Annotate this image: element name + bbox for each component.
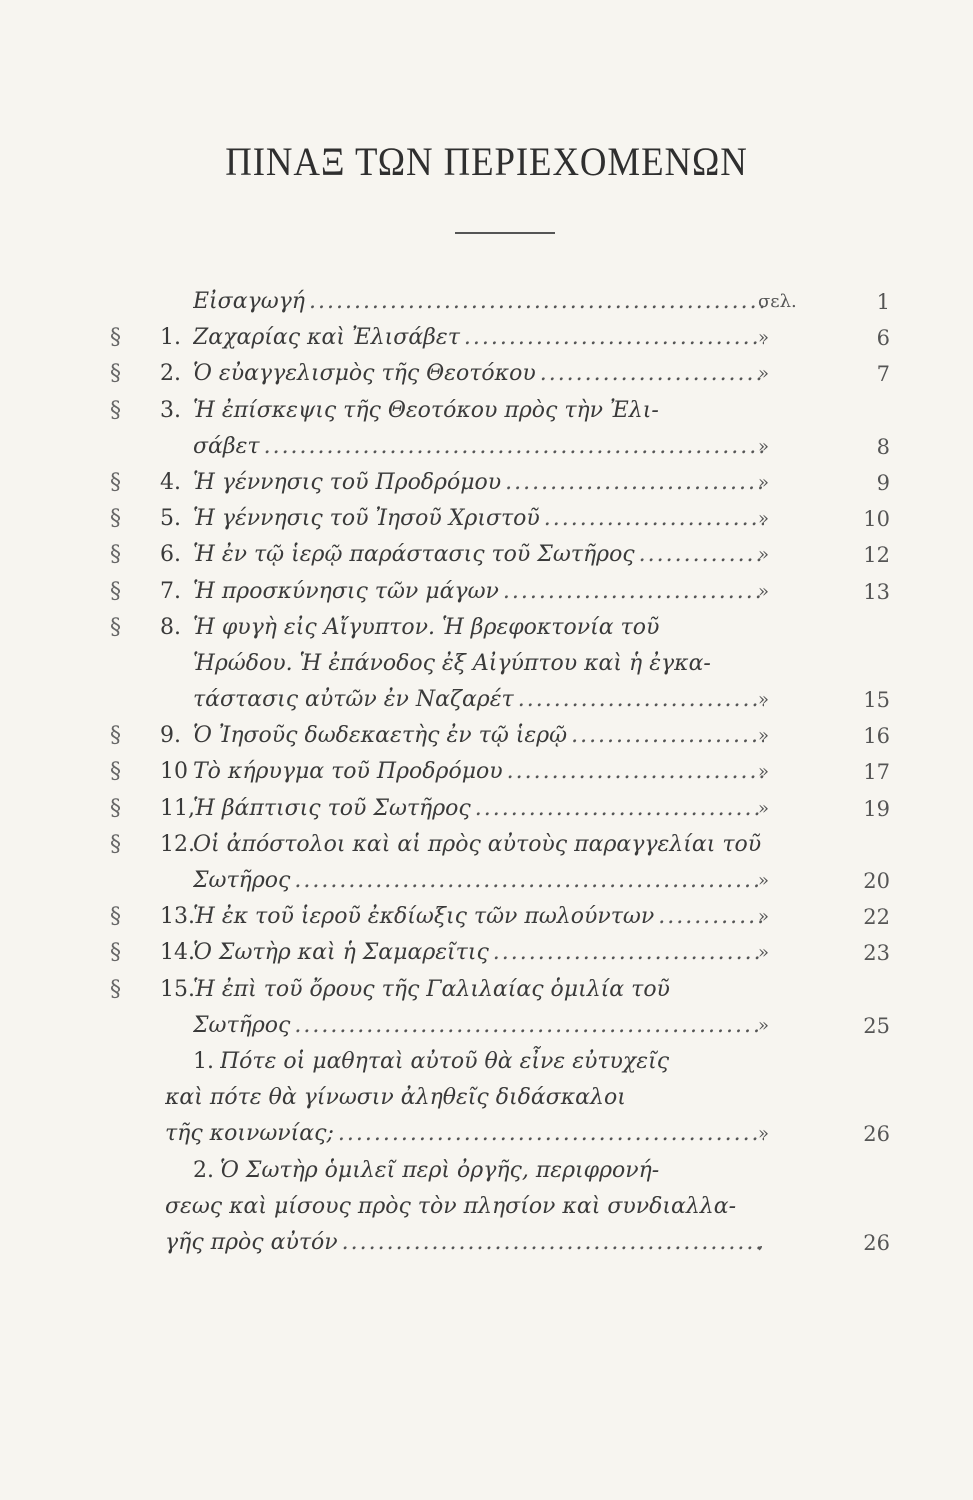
entry-number: 2.	[160, 361, 181, 387]
dot-leader	[464, 320, 764, 356]
toc-entry-line	[110, 465, 890, 501]
section-symbol: §	[110, 325, 121, 351]
page-number: 26	[863, 1230, 890, 1255]
toc-entry-line	[110, 646, 890, 682]
toc-entry-line	[110, 610, 890, 646]
ditto-mark: »	[758, 327, 770, 349]
section-symbol: §	[110, 542, 121, 568]
entry-number: 2.	[193, 1157, 214, 1183]
toc-entry-line	[110, 501, 890, 537]
entry-title: Ἡ ἐπὶ τοῦ ὄρους τῆς Γαλιλαίας ὁμιλία τοῦ	[193, 976, 670, 1002]
page-number: 6	[876, 326, 890, 351]
entry-title: Ἡ γέννησις τοῦ Ἰησοῦ Χριστοῦ	[193, 506, 540, 532]
page-number: 10	[863, 507, 890, 532]
entry-title: σάβετ	[193, 433, 260, 459]
entry-number: 1.	[160, 325, 181, 351]
entry-number: 8.	[160, 614, 181, 640]
entry-title: Ἡ ἐκ τοῦ ἱεροῦ ἐκδίωξις τῶν πωλούντων	[193, 904, 655, 930]
section-symbol: §	[110, 795, 121, 821]
page-number: 7	[876, 362, 890, 387]
toc-entry-line	[110, 574, 890, 610]
entry-number: 14.	[160, 940, 195, 966]
section-symbol: §	[110, 397, 121, 423]
entry-number: 15.	[160, 976, 195, 1002]
page-number: 13	[863, 579, 890, 604]
page-number: 19	[863, 796, 890, 821]
section-symbol: §	[110, 469, 121, 495]
dot-leader	[503, 574, 764, 610]
ditto-mark: »	[758, 906, 770, 928]
table-of-contents	[110, 284, 890, 1261]
entry-title: Ὁ εὐαγγελισμὸς τῆς Θεοτόκου	[193, 361, 536, 387]
section-symbol: §	[110, 904, 121, 930]
entry-number: 7.	[160, 578, 181, 604]
ditto-mark: »	[758, 471, 770, 493]
ditto-mark: »	[758, 435, 770, 457]
page-number: 15	[863, 688, 890, 713]
entry-title: Σωτῆρος	[193, 1012, 291, 1038]
entry-title: Οἱ ἀπόστολοι καὶ αἱ πρὸς αὐτοὺς παραγγελίαι τοῦ	[193, 831, 762, 857]
dot-leader	[264, 429, 764, 465]
ditto-mark: »	[758, 580, 770, 602]
entry-title: Ἡ προσκύνησις τῶν μάγων	[193, 578, 499, 604]
entry-number: 11,	[160, 795, 195, 821]
entry-number: 10	[160, 759, 188, 785]
entry-title: Ἡ γέννησις τοῦ Προδρόμου	[193, 469, 502, 495]
section-symbol: §	[110, 976, 121, 1002]
toc-entry-line	[110, 791, 890, 827]
toc-entry-line	[110, 429, 890, 465]
entry-title: τάστασις αὐτῶν ἐν Ναζαρέτ	[193, 687, 514, 713]
entry-title: Πότε οἱ μαθηταὶ αὐτοῦ θὰ εἶνε εὐτυχεῖς	[220, 1048, 670, 1074]
dot-leader	[507, 754, 764, 790]
entry-title: Ἡρώδου. Ἡ ἐπάνοδος ἐξ Αἰγύπτου καὶ ἡ ἐγκα-	[193, 650, 711, 676]
title-divider	[455, 232, 555, 234]
dot-leader	[342, 1225, 764, 1261]
entry-title: Σωτῆρος	[193, 868, 291, 893]
dot-leader	[639, 537, 764, 573]
entry-title: Ἡ φυγὴ εἰς Αἴγυπτον. Ἡ βρεφοκτονία τοῦ	[193, 614, 660, 640]
dot-leader	[294, 863, 764, 899]
entry-title: Ὁ Ἰησοῦς δωδεκαετὴς ἐν τῷ ἱερῷ	[193, 723, 568, 749]
entry-number: 5.	[160, 506, 181, 532]
toc-entry-line	[110, 1008, 890, 1044]
section-symbol: §	[110, 506, 121, 532]
toc-entry-line	[110, 899, 890, 935]
entry-title: γῆς πρὸς αὐτόν	[165, 1229, 338, 1255]
entry-title: τῆς κοινωνίας;	[165, 1121, 334, 1147]
entry-title: σεως καὶ μίσους πρὸς τὸν πλησίον καὶ συνδιαλλα-	[165, 1193, 737, 1219]
entry-title: Εἰσαγωγή	[193, 289, 305, 314]
entry-title: Ἡ ἐπίσκεψις τῆς Θεοτόκου πρὸς τὴν Ἐλι-	[193, 397, 659, 423]
page-number: 1	[876, 290, 890, 314]
page-title: ΠΙΝΑΞ ΤΩΝ ΠΕΡΙΕΧΟΜΕΝΩΝ	[225, 139, 748, 184]
entry-title: Ὁ Σωτὴρ ὁμιλεῖ περὶ ὀργῆς, περιφρονή-	[220, 1157, 660, 1183]
dot-leader	[294, 1008, 764, 1044]
ditto-mark: »	[758, 689, 770, 711]
toc-entry-line	[110, 972, 890, 1008]
dot-leader	[540, 356, 764, 392]
toc-entry-line	[110, 863, 890, 899]
entry-number: 3.	[160, 397, 181, 423]
toc-entry-line	[110, 935, 890, 971]
entry-number: 13.	[160, 904, 195, 930]
ditto-mark: »	[758, 1014, 770, 1036]
toc-entry-line	[110, 320, 890, 356]
page-number: 25	[863, 1013, 890, 1038]
toc-entry-line	[110, 1044, 890, 1080]
entry-number: 1.	[193, 1048, 214, 1074]
dot-leader	[475, 791, 764, 827]
section-symbol: §	[110, 831, 121, 857]
section-symbol: §	[110, 723, 121, 749]
ditto-mark: »	[758, 544, 770, 566]
toc-entry-line	[110, 827, 890, 863]
page-number: 17	[863, 760, 890, 785]
dot-leader	[309, 284, 764, 320]
ditto-mark: »	[758, 942, 770, 964]
ditto-mark: σελ.	[758, 291, 797, 312]
entry-number: 6.	[160, 542, 181, 568]
toc-entry-line	[110, 1153, 890, 1189]
dot-leader	[571, 718, 764, 754]
dot-leader	[505, 465, 764, 501]
toc-entry-line	[110, 1116, 890, 1152]
ditto-mark: »	[758, 1123, 770, 1145]
toc-entry-line	[110, 393, 890, 429]
ditto-mark: »	[758, 761, 770, 783]
toc-entry-line	[110, 356, 890, 392]
entry-title: Ἡ ἐν τῷ ἱερῷ παράστασις τοῦ Σωτῆρος	[193, 542, 635, 568]
entry-title: Ζαχαρίας καὶ Ἐλισάβετ	[193, 325, 460, 351]
toc-entry-line	[110, 1189, 890, 1225]
page-number: 23	[863, 941, 890, 966]
entry-title: Ἡ βάπτισις τοῦ Σωτῆρος	[193, 795, 471, 821]
dot-leader	[658, 899, 764, 935]
section-symbol: §	[110, 759, 121, 785]
ditto-mark: »	[758, 508, 770, 530]
toc-entry-line	[110, 754, 890, 790]
toc-entry-line	[110, 1225, 890, 1261]
page-number: 20	[863, 869, 890, 893]
entry-number: 12.	[160, 831, 195, 857]
entry-number: 9.	[160, 723, 181, 749]
ditto-mark: »	[758, 797, 770, 819]
dot-leader	[338, 1116, 764, 1152]
toc-entry-line	[110, 718, 890, 754]
ditto-mark: »	[758, 363, 770, 385]
section-symbol: §	[110, 940, 121, 966]
toc-entry-line	[110, 284, 890, 320]
toc-entry-line	[110, 682, 890, 718]
entry-title: Τὸ κήρυγμα τοῦ Προδρόμου	[193, 759, 503, 785]
section-symbol: §	[110, 361, 121, 387]
ditto-mark: ,	[758, 1231, 764, 1253]
page-number: 12	[863, 543, 890, 568]
toc-entry-line	[110, 1080, 890, 1116]
entry-number: 4.	[160, 469, 181, 495]
page-number: 26	[863, 1122, 890, 1147]
entry-title: καὶ πότε θὰ γίνωσιν ἀληθεῖς διδάσκαλοι	[165, 1085, 626, 1111]
dot-leader	[493, 935, 764, 971]
dot-leader	[544, 501, 764, 537]
page-number: 16	[863, 724, 890, 749]
section-symbol: §	[110, 578, 121, 604]
toc-entry-line	[110, 537, 890, 573]
page-number: 22	[863, 905, 890, 930]
section-symbol: §	[110, 614, 121, 640]
page-number: 8	[876, 434, 890, 459]
ditto-mark: »	[758, 870, 770, 891]
entry-title: Ὁ Σωτὴρ καὶ ἡ Σαμαρεῖτις	[193, 940, 489, 966]
page-number: 9	[876, 470, 890, 495]
dot-leader	[518, 682, 764, 718]
ditto-mark: »	[758, 725, 770, 747]
